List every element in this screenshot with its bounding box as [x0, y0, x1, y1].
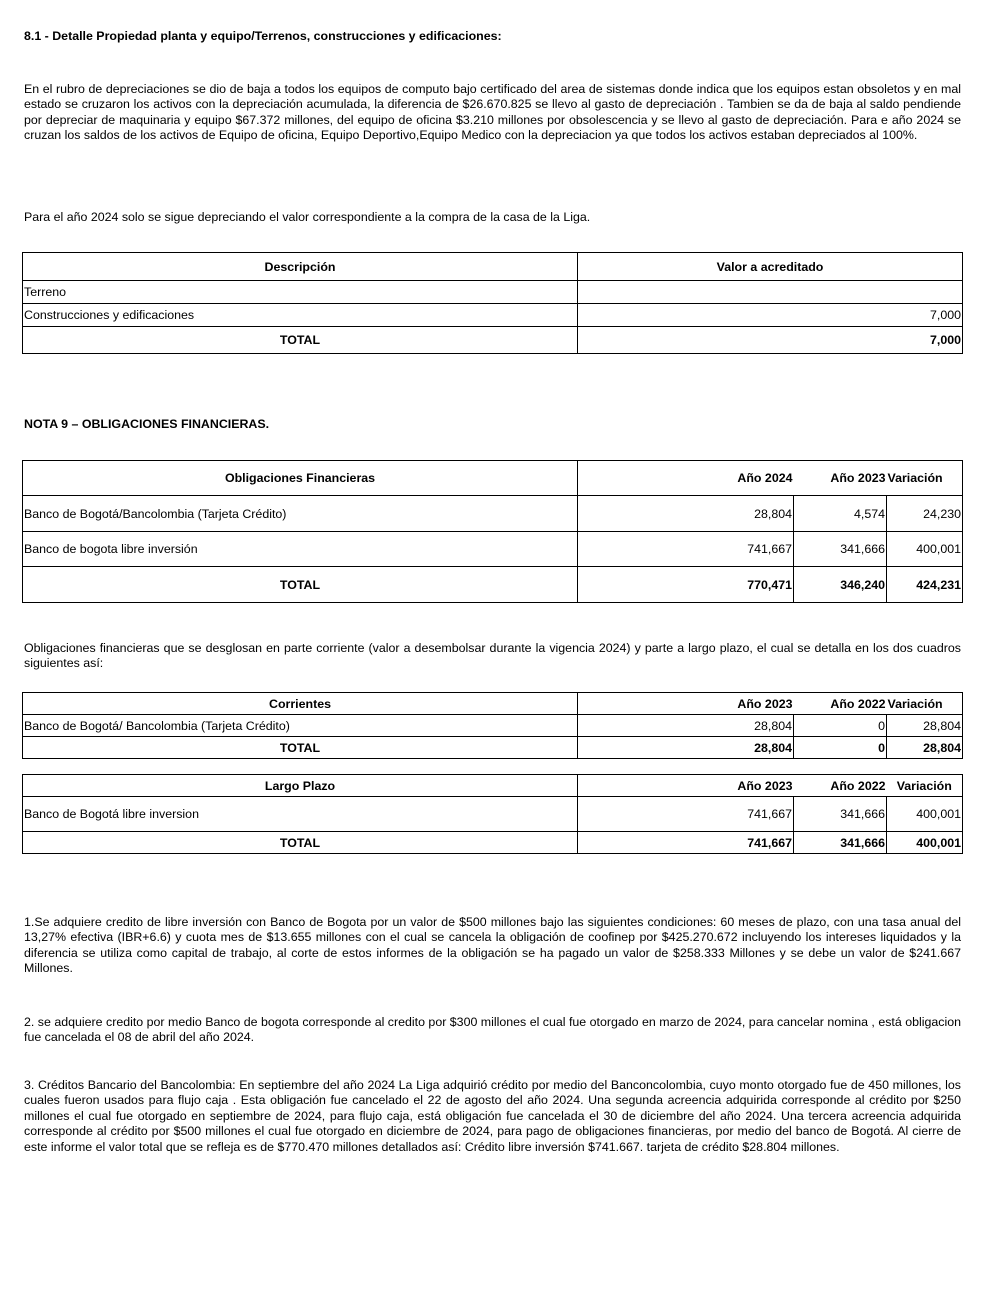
- table-cell: 28,804: [578, 715, 794, 737]
- table-total-row: [23, 567, 963, 603]
- table-cell: 7,000: [578, 304, 963, 327]
- table-cell: TOTAL: [23, 832, 578, 854]
- table-header: Corrientes: [23, 693, 578, 715]
- table-cell: 341,666: [794, 797, 887, 832]
- table-cell: 4,574: [794, 496, 887, 532]
- table-cell: 770,471: [578, 567, 794, 603]
- table-cell: 741,667: [578, 532, 794, 567]
- table-cell: 346,240: [794, 567, 887, 603]
- table-cell: [578, 281, 963, 304]
- table-cell: 400,001: [887, 832, 963, 854]
- depreciation-paragraph: En el rubro de depreciaciones se dio de baja a todos los equipos de computo bajo certificado del area de sistemas donde indica que los equipos estan obsoletos y en mal estado se cruzaron los activos con la depreciación acumulada, la diferencia de $26.670.825 se llevo al gasto de depreciación . Tambien se da de baja al saldo pendiende por depreciar de maquinaria y equipo $67.372 millones, del equipo de oficina $3.210 millones por obsolescencia y se llevo al gasto de depreciación. Para e año 2024 se cruzan los saldos de los activos de Equipo de oficina, Equipo Deportivo,Equipo Medico con la depreciacion ya que todos los activos estaban depreciados al 100%.: [24, 82, 961, 143]
- table-header: Variación: [887, 775, 963, 797]
- table-total-row: [23, 737, 963, 759]
- table-cell: 7,000: [578, 327, 963, 354]
- table-header: Año 2022: [794, 693, 887, 715]
- table-cell: 28,804: [887, 715, 963, 737]
- table-cell: Banco de Bogotá libre inversion: [23, 797, 578, 832]
- table-cell: TOTAL: [23, 737, 578, 759]
- table-row: [23, 797, 963, 832]
- table-header: Año 2024: [578, 461, 794, 496]
- table-header: Año 2023: [578, 775, 794, 797]
- table-cell: Construcciones y edificaciones: [23, 304, 578, 327]
- table-cell: Banco de Bogotá/ Bancolombia (Tarjeta Crédito): [23, 715, 578, 737]
- table-row: [23, 496, 963, 532]
- table-header: Descripción: [23, 253, 578, 281]
- table-cell: Banco de Bogotá/Bancolombia (Tarjeta Crédito): [23, 496, 578, 532]
- table-row: [23, 715, 963, 737]
- table-cell: 0: [794, 715, 887, 737]
- credit-note-2: 2. se adquiere credito por medio Banco de bogota corresponde al credito por $300 millones el cual fue otorgado en marzo de 2024, para cancelar nomina , está obligacion fue cancelada el 08 de abril del año 2024.: [24, 1015, 961, 1045]
- depreciation-note: Para el año 2024 solo se sigue depreciando el valor correspondiente a la compra de la casa de la Liga.: [24, 210, 591, 224]
- largo-plazo-table: [22, 774, 963, 854]
- table-cell: Terreno: [23, 281, 578, 304]
- table-cell: TOTAL: [23, 327, 578, 354]
- corrientes-table: [22, 692, 963, 759]
- table-row: [23, 532, 963, 567]
- financial-obligations-table: [22, 460, 963, 603]
- table-cell: 424,231: [887, 567, 963, 603]
- table-row: [23, 304, 963, 327]
- property-table: [22, 252, 963, 354]
- nota-9-title: NOTA 9 – OBLIGACIONES FINANCIERAS.: [24, 417, 270, 431]
- credit-note-3: 3. Créditos Bancario del Bancolombia: En septiembre del año 2024 La Liga adquirió crédito por medio del Banconcolombia, cuyo monto otorgado fue de 450 millones, los cuales fueron usados para flujo caja . Esta obligación fue cancelado el 22 de agosto del año 2024. Una segunda acreencia adquirida corresponde al crédito por $250 millones el cual fue otorgado en septiembre de 2024, para flujo caja, está obligación fue cancelada el 30 de diciembre del año 2024. Una tercera acreencia adquirida corresponde al crédito por $500 millones el cual fue otorgado en diciembre de 2024, para pago de obligaciones financieras, por medio del banco de Bogotá. Al cierre de este informe el valor total que se refleja es de $770.470 millones detallados así: Crédito libre inversión $741.667. tarjeta de crédito $28.804 millones.: [24, 1078, 961, 1154]
- table-cell: Banco de bogota libre inversión: [23, 532, 578, 567]
- obligations-paragraph: Obligaciones financieras que se desglosan en parte corriente (valor a desembolsar durante la vigencia 2024) y parte a largo plazo, el cual se detalla en los dos cuadros siguientes así:: [24, 641, 961, 671]
- table-cell: 741,667: [578, 832, 794, 854]
- section-8-1-title: 8.1 - Detalle Propiedad planta y equipo/Terrenos, construcciones y edificaciones:: [24, 29, 502, 43]
- table-header: Año 2022: [794, 775, 887, 797]
- table-cell: 400,001: [887, 797, 963, 832]
- table-cell: 341,666: [794, 832, 887, 854]
- table-header: Variación: [887, 693, 963, 715]
- table-cell: 400,001: [887, 532, 963, 567]
- table-cell: 741,667: [578, 797, 794, 832]
- table-cell: 24,230: [887, 496, 963, 532]
- table-cell: 0: [794, 737, 887, 759]
- table-header: Obligaciones Financieras: [23, 461, 578, 496]
- table-header: Año 2023: [578, 693, 794, 715]
- table-cell: 28,804: [887, 737, 963, 759]
- credit-note-1: 1.Se adquiere credito de libre inversión con Banco de Bogota por un valor de $500 millones bajo las siguientes condiciones: 60 meses de plazo, con una tasa anual del 13,27% efectiva (IBR+6.6) y cuota mes de $13.655 millones con el cual se cancela la obligación de coofinep por $425.270.672 incluyendo los intereses liquidados y la diferencia se utiliza como capital de trabajo, al corte de estos informes de la obligación se ha pagado un valor de $258.333 Millones y se debe un valor de $241.667 Millones.: [24, 915, 961, 976]
- table-row: [23, 281, 963, 304]
- table-total-row: [23, 832, 963, 854]
- table-header: Valor a acreditado: [578, 253, 963, 281]
- table-total-row: [23, 327, 963, 354]
- table-cell: TOTAL: [23, 567, 578, 603]
- table-cell: 341,666: [794, 532, 887, 567]
- table-header: Largo Plazo: [23, 775, 578, 797]
- table-header: Variación: [887, 461, 963, 496]
- table-cell: 28,804: [578, 496, 794, 532]
- table-cell: 28,804: [578, 737, 794, 759]
- table-header: Año 2023: [794, 461, 887, 496]
